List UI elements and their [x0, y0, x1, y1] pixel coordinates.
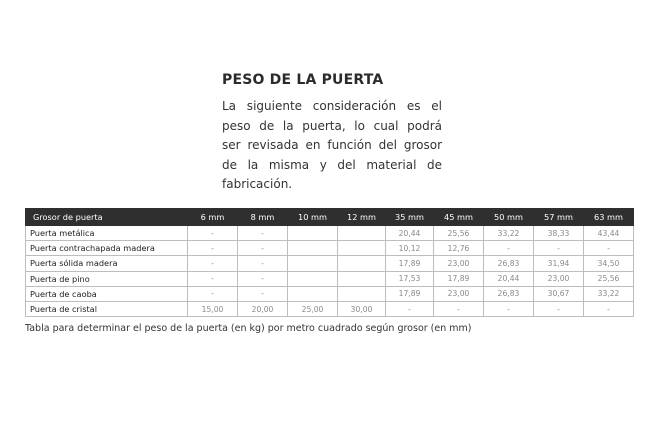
table-cell: 33,22: [584, 286, 634, 301]
intro-line: fabricación.: [222, 177, 293, 191]
table-cell: -: [484, 301, 534, 316]
row-label: Puerta contrachapada madera: [26, 241, 188, 256]
table-row: [26, 301, 634, 316]
column-header: 6 mm: [188, 209, 238, 226]
table-cell: 23,00: [534, 271, 584, 286]
row-label: Puerta metálica: [26, 226, 188, 241]
intro-line: peso de la puerta, lo cual podrá: [222, 118, 442, 133]
table-cell: -: [238, 286, 288, 301]
intro-line: ser revisada en función del grosor: [222, 138, 442, 152]
column-header: 57 mm: [534, 209, 584, 226]
table-cell: 17,53: [386, 271, 434, 286]
table-cell: [338, 271, 386, 286]
table-cell: 25,56: [434, 226, 484, 241]
table-cell: 33,22: [484, 226, 534, 241]
table-cell: -: [238, 226, 288, 241]
table-cell: [338, 241, 386, 256]
table-row: [26, 256, 634, 271]
table-cell: -: [534, 301, 584, 316]
column-header: 8 mm: [238, 209, 288, 226]
table-caption: Tabla para determinar el peso de la puerta (en kg) por metro cuadrado según grosor (en mm): [25, 323, 472, 334]
table-cell: 20,44: [386, 226, 434, 241]
column-header: 63 mm: [584, 209, 634, 226]
row-label: Puerta de cristal: [26, 301, 188, 316]
table-cell: [288, 271, 338, 286]
intro-line: de la misma y del material de: [222, 157, 442, 172]
table-cell: 30,67: [534, 286, 584, 301]
table-cell: 23,00: [434, 286, 484, 301]
table-cell: -: [188, 226, 238, 241]
column-header: 10 mm: [288, 209, 338, 226]
table-cell: 26,83: [484, 256, 534, 271]
table-cell: [288, 241, 338, 256]
table-cell: 12,76: [434, 241, 484, 256]
table-cell: 17,89: [386, 256, 434, 271]
table-cell: 31,94: [534, 256, 584, 271]
table-cell: -: [584, 241, 634, 256]
column-header: 45 mm: [434, 209, 484, 226]
section-heading: PESO DE LA PUERTA: [222, 72, 384, 88]
table-cell: -: [238, 241, 288, 256]
table-row: [26, 271, 634, 286]
table-cell: [338, 286, 386, 301]
intro-line: La siguiente consideración es el: [222, 99, 442, 113]
table-cell: -: [188, 241, 238, 256]
table-cell: 20,00: [238, 301, 288, 316]
table-cell: 17,89: [386, 286, 434, 301]
intro-paragraph: [222, 97, 442, 195]
table-cell: -: [584, 301, 634, 316]
row-label: Puerta de caoba: [26, 286, 188, 301]
table-cell: -: [534, 241, 584, 256]
table-cell: 23,00: [434, 256, 484, 271]
table-cell: [338, 256, 386, 271]
table-cell: 25,00: [288, 301, 338, 316]
table-cell: 38,33: [534, 226, 584, 241]
table-cell: [338, 226, 386, 241]
table-cell: -: [188, 271, 238, 286]
door-weight-table: [25, 208, 634, 317]
column-header: 50 mm: [484, 209, 534, 226]
table-cell: 26,83: [484, 286, 534, 301]
table-cell: -: [434, 301, 484, 316]
table-cell: -: [188, 256, 238, 271]
table-cell: 34,50: [584, 256, 634, 271]
table-row: [26, 286, 634, 301]
row-label: Puerta sólida madera: [26, 256, 188, 271]
table-cell: 20,44: [484, 271, 534, 286]
table-cell: -: [386, 301, 434, 316]
table-row: [26, 226, 634, 241]
table-row: [26, 241, 634, 256]
table-cell: 25,56: [584, 271, 634, 286]
table-header-row: [26, 209, 634, 226]
table-cell: 15,00: [188, 301, 238, 316]
table-cell: 43,44: [584, 226, 634, 241]
table-cell: 17,89: [434, 271, 484, 286]
table-cell: 10,12: [386, 241, 434, 256]
table-cell: [288, 226, 338, 241]
table-cell: -: [238, 256, 288, 271]
table-cell: -: [238, 271, 288, 286]
column-header: Grosor de puerta: [26, 209, 188, 226]
table-cell: [288, 256, 338, 271]
table-cell: [288, 286, 338, 301]
table-cell: -: [484, 241, 534, 256]
column-header: 35 mm: [386, 209, 434, 226]
table-cell: -: [188, 286, 238, 301]
column-header: 12 mm: [338, 209, 386, 226]
row-label: Puerta de pino: [26, 271, 188, 286]
table-cell: 30,00: [338, 301, 386, 316]
